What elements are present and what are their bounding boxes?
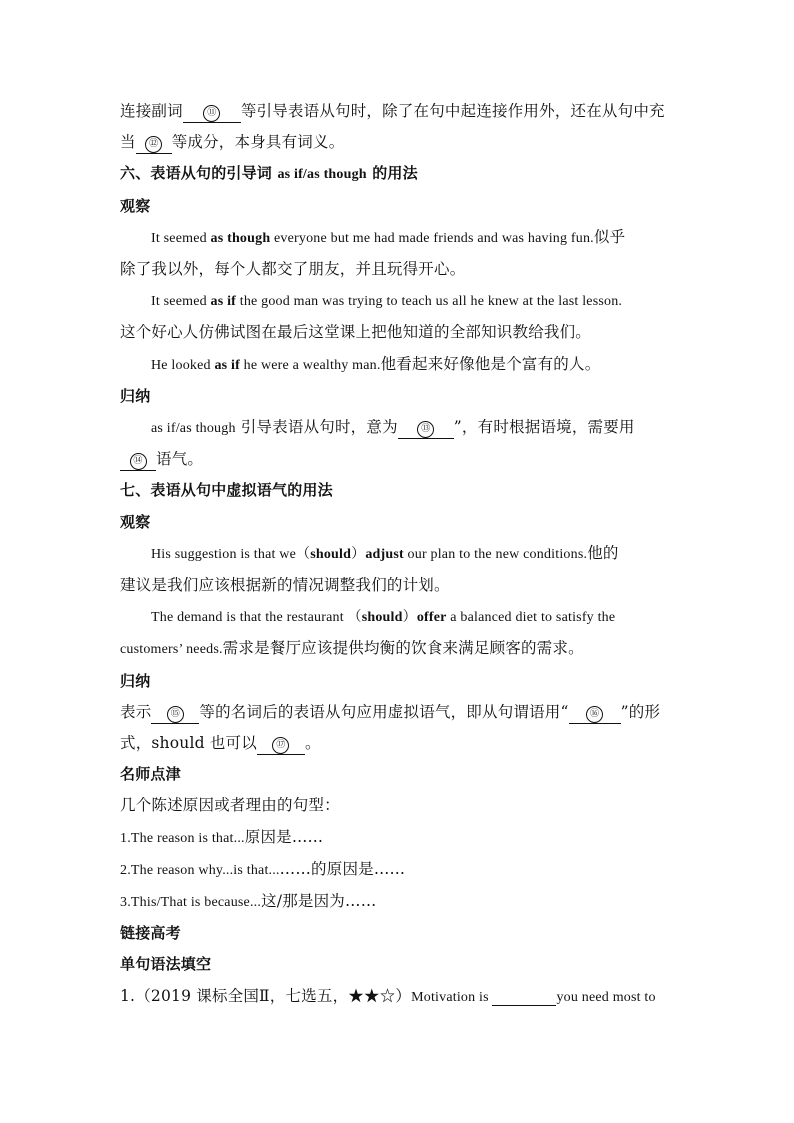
blank-11[interactable] [183, 102, 241, 123]
section-heading: 七、表语从句中虚拟语气的用法 [120, 481, 333, 500]
text: as if/as though [151, 421, 236, 437]
subheading-observe: 观察 [120, 512, 151, 531]
text: 等引导表语从句时，除了在句中起连接作用外，还在从句中充 [240, 102, 665, 120]
text: 2.The reason why...is that... [120, 862, 280, 878]
text: 1.（2019 课标全国Ⅱ，七选五，★★☆） [120, 986, 412, 1005]
summary-line [120, 697, 674, 728]
subheading-fill: 单句语法填空 [120, 955, 212, 974]
subheading-observe: 观察 [120, 196, 151, 215]
text: should [361, 610, 403, 626]
blank-15[interactable] [151, 703, 199, 724]
subheading-summary: 归纳 [120, 386, 151, 405]
subheading-summary: 归纳 [120, 671, 151, 690]
blank-16[interactable] [569, 703, 621, 724]
tips-item [120, 822, 674, 854]
text: Motivation is [411, 989, 493, 1005]
text: It seemed [151, 230, 211, 246]
text: 表示 [120, 702, 152, 721]
blank-14[interactable] [120, 450, 156, 471]
text: should [310, 546, 352, 562]
blank-number: ⑯ [586, 706, 603, 723]
text: 他的 [587, 543, 619, 562]
text: 式，should 也可以 [120, 734, 257, 753]
text: everyone but me had made friends and was having fun. [270, 230, 594, 246]
blank-12[interactable] [136, 133, 172, 154]
translation-line [120, 633, 674, 665]
text: 原因是…… [244, 827, 324, 846]
text: the good man was trying to teach us all he knew at the last lesson. [236, 294, 623, 310]
tips-item [120, 886, 674, 918]
text: he were a wealthy man. [239, 357, 381, 373]
text: ……的原因是…… [279, 859, 406, 878]
blank-number: ⑬ [417, 421, 434, 438]
document-page [120, 96, 674, 1013]
text: 引导表语从句时，意为 [235, 418, 398, 437]
text: as though [210, 230, 271, 246]
example-line [120, 285, 674, 317]
text: It seemed [151, 294, 211, 310]
summary-line [120, 728, 674, 759]
text: 等成分，本身具有词义。 [171, 133, 345, 152]
text: 3.This/That is because... [120, 895, 262, 911]
blank-13[interactable] [398, 418, 454, 439]
text: ） [351, 546, 366, 562]
text: adjust [365, 546, 404, 562]
text: customers’ needs. [120, 642, 223, 658]
text: you need most to [556, 989, 656, 1005]
subheading-tips: 名师点津 [120, 765, 181, 784]
text: 这/那是因为…… [261, 892, 377, 911]
blank-17[interactable] [257, 734, 305, 755]
text: 语气。 [156, 450, 204, 469]
text: as if/as though [277, 167, 367, 183]
text: 的用法 [366, 164, 418, 183]
example-line [120, 601, 674, 633]
text: ） [402, 610, 417, 626]
text: 他看起来好像他是个富有的人。 [380, 354, 601, 373]
paragraph-line [120, 127, 674, 158]
blank-number: ⑰ [272, 737, 289, 754]
blank-number: ⑮ [167, 706, 184, 723]
tips-item [120, 854, 674, 886]
summary-line [120, 412, 674, 444]
text: 当 [120, 133, 136, 152]
translation-line: 这个好心人仿佛试图在最后这堂课上把他知道的全部知识教给我们。 [120, 323, 592, 342]
text: 等的名词后的表语从句应用虚拟语气，即从句谓语用“ [199, 702, 569, 721]
text: 1.The reason is that... [120, 830, 245, 846]
blank-number: ⑫ [145, 136, 162, 153]
text: as if [214, 357, 240, 373]
translation-line: 除了我以外，每个人都交了朋友，并且玩得开心。 [120, 260, 466, 279]
example-line [120, 538, 674, 570]
text: He looked [151, 357, 215, 373]
text: ”，有时根据语境，需要用 [453, 418, 635, 437]
example-line [120, 349, 674, 381]
text: 六、表语从句的引导词 [120, 164, 278, 183]
text: 。 [304, 734, 321, 753]
text: 需求是餐厅应该提供均衡的饮食来满足顾客的需求。 [222, 639, 584, 658]
text: offer [416, 610, 447, 626]
text: as if [210, 294, 237, 310]
answer-blank[interactable] [492, 987, 556, 1006]
text: our plan to the new conditions. [403, 546, 588, 562]
text: His suggestion is that we（ [151, 546, 311, 562]
text: 似乎 [593, 227, 626, 246]
text: 连接副词 [120, 102, 183, 120]
blank-number: ⑭ [130, 453, 147, 470]
text: a balanced diet to satisfy the [446, 610, 616, 626]
text: ”的形 [620, 702, 661, 721]
section-heading [120, 158, 674, 190]
blank-number: ⑪ [203, 105, 220, 122]
translation-line: 建议是我们应该根据新的情况调整我们的计划。 [120, 576, 450, 595]
text: The demand is that the restaurant （ [151, 610, 362, 626]
paragraph-line [120, 96, 674, 127]
summary-line [120, 444, 674, 475]
question-line [120, 981, 674, 1013]
tips-intro: 几个陈述原因或者理由的句型： [120, 796, 340, 815]
example-line [120, 222, 674, 254]
subheading-link: 链接高考 [120, 924, 181, 943]
